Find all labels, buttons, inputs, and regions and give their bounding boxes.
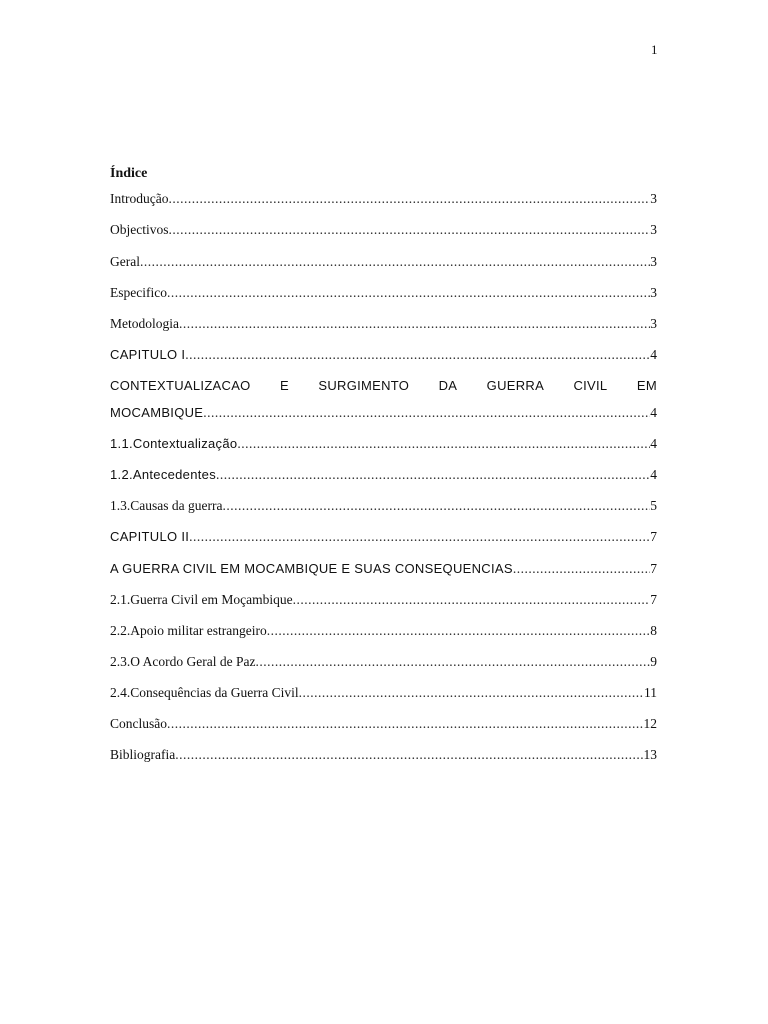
toc-entry-label: Especifico xyxy=(110,285,167,300)
toc-entry-page: 3 xyxy=(650,254,657,269)
toc-entry-label: Objectivos xyxy=(110,222,169,237)
toc-entry-especifico[interactable] xyxy=(110,285,657,307)
toc-heading: Índice xyxy=(110,166,148,181)
toc-entry-page: 4 xyxy=(650,436,657,451)
dot-leader xyxy=(175,747,643,763)
toc-entry-label: 2.3.O Acordo Geral de Paz xyxy=(110,654,256,669)
toc-entry-1-1[interactable] xyxy=(110,436,657,458)
toc-entry-label: Conclusão xyxy=(110,716,167,731)
title-word: EM xyxy=(636,378,657,393)
toc-entry-page: 8 xyxy=(650,623,657,638)
toc-entry-2-3[interactable] xyxy=(110,654,657,676)
toc-entry-label: MOCAMBIQUE xyxy=(110,405,204,420)
toc-entry-page: 12 xyxy=(643,716,657,731)
dot-leader xyxy=(140,254,650,270)
dot-leader xyxy=(255,654,650,670)
toc-entry-capitulo-1[interactable] xyxy=(110,347,657,369)
title-word: E xyxy=(279,378,289,393)
toc-entry-page: 7 xyxy=(650,561,657,576)
toc-entry-label: Geral xyxy=(110,254,140,269)
toc-entry-page: 3 xyxy=(650,285,657,300)
toc-entry-bibliografia[interactable] xyxy=(110,747,657,769)
toc-entry-metodologia[interactable] xyxy=(110,316,657,338)
toc-entry-page: 4 xyxy=(650,405,657,420)
toc-entry-label: 2.2.Apoio militar estrangeiro xyxy=(110,623,267,638)
toc-entry-introducao[interactable] xyxy=(110,191,657,213)
toc-entry-page: 4 xyxy=(650,467,657,482)
toc-entry-1-2[interactable] xyxy=(110,467,657,489)
toc-entry-2-2[interactable] xyxy=(110,623,657,645)
title-word: DA xyxy=(438,378,458,393)
toc-entry-objectivos[interactable] xyxy=(110,222,657,244)
toc-entry-contextualizacao-line1[interactable] xyxy=(110,378,657,400)
toc-entry-label: Bibliografia xyxy=(110,747,176,762)
dot-leader xyxy=(222,498,650,514)
toc-entry-label: 1.2.Antecedentes xyxy=(110,467,216,482)
toc-entry-label: CAPITULO II xyxy=(110,529,190,544)
dot-leader xyxy=(168,191,650,207)
toc-entry-page: 3 xyxy=(650,191,657,206)
dot-leader xyxy=(513,561,650,577)
toc-entry-label: 1.1.Contextualização xyxy=(110,436,238,451)
toc-entry-label: Metodologia xyxy=(110,316,179,331)
dot-leader xyxy=(293,592,651,608)
dot-leader xyxy=(179,316,650,332)
toc-entry-label: Introdução xyxy=(110,191,169,206)
dot-leader xyxy=(169,222,651,238)
toc-entry-label: CAPITULO I xyxy=(110,347,186,362)
toc-entry-label: 2.1.Guerra Civil em Moçambique xyxy=(110,592,293,607)
title-word: GUERRA xyxy=(486,378,545,393)
toc-entry-2-1[interactable] xyxy=(110,592,657,614)
dot-leader xyxy=(189,529,650,545)
toc-entry-conclusao[interactable] xyxy=(110,716,657,738)
title-word: CIVIL xyxy=(573,378,608,393)
toc-entry-1-3[interactable] xyxy=(110,498,657,520)
toc-entry-page: 3 xyxy=(650,222,657,237)
dot-leader xyxy=(203,405,650,421)
toc-entry-contextualizacao-line2[interactable] xyxy=(110,405,657,427)
toc-entry-2-4[interactable] xyxy=(110,685,657,707)
toc-entry-page: 7 xyxy=(650,529,657,544)
toc-entry-page: 11 xyxy=(644,685,657,700)
dot-leader xyxy=(185,347,650,363)
toc-entry-guerra-civil-title[interactable] xyxy=(110,561,657,583)
toc-entry-label: A GUERRA CIVIL EM MOCAMBIQUE E SUAS CONSEQUENCIAS xyxy=(110,561,513,576)
dot-leader xyxy=(237,436,650,452)
toc-entry-page: 7 xyxy=(650,592,657,607)
toc-entry-page: 4 xyxy=(650,347,657,362)
toc-entry-page: 5 xyxy=(650,498,657,513)
title-word: SURGIMENTO xyxy=(318,378,410,393)
toc-entry-page: 3 xyxy=(650,316,657,331)
toc-entry-page: 9 xyxy=(650,654,657,669)
page-number: 1 xyxy=(651,42,658,57)
dot-leader xyxy=(299,685,644,701)
title-word: CONTEXTUALIZACAO xyxy=(110,378,251,393)
dot-leader xyxy=(167,285,650,301)
toc-entry-label: 1.3.Causas da guerra xyxy=(110,498,223,513)
dot-leader xyxy=(167,716,644,732)
toc-entry-geral[interactable] xyxy=(110,254,657,276)
toc-entry-label: 2.4.Consequências da Guerra Civil xyxy=(110,685,299,700)
dot-leader xyxy=(267,623,651,639)
toc-entry-page: 13 xyxy=(643,747,657,762)
toc-entry-capitulo-2[interactable] xyxy=(110,529,657,551)
dot-leader xyxy=(216,467,650,483)
